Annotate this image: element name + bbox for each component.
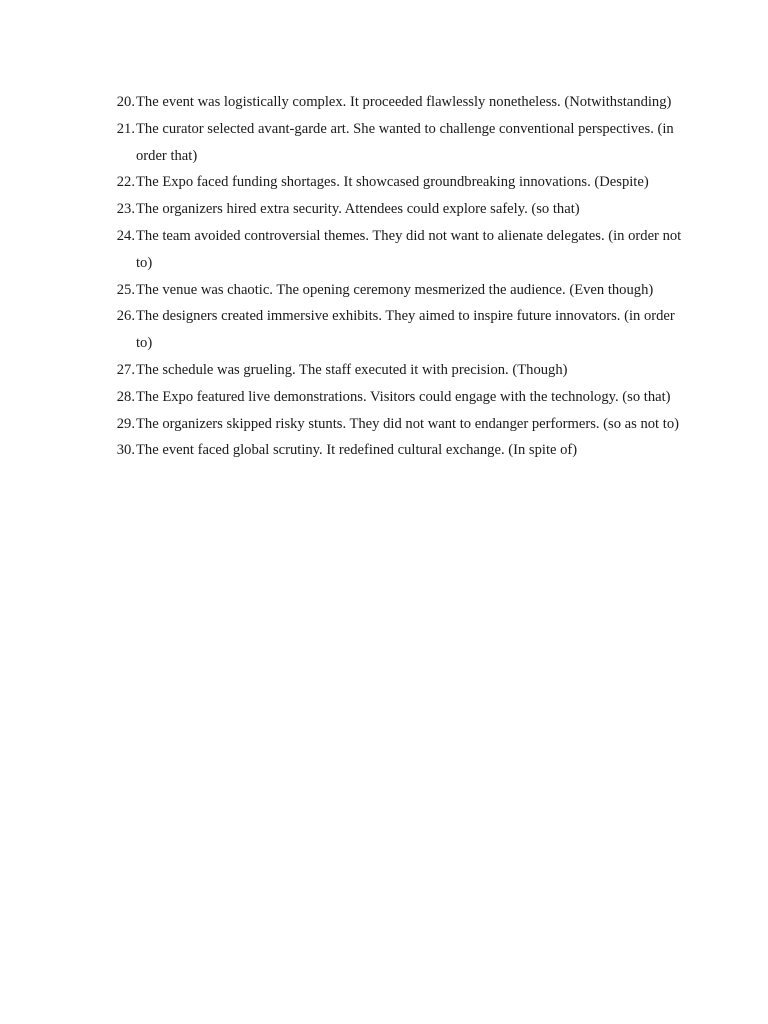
item-sentence: The team avoided controversial themes. They did not want to alienate delegates. <box>136 227 605 244</box>
item-connector: (in order not to) <box>136 227 682 271</box>
list-item <box>107 196 687 223</box>
item-number: 20. <box>116 94 135 110</box>
item-sentence: The event was logistically complex. It proceeded flawlessly nonetheless. <box>136 94 561 110</box>
item-text <box>135 116 687 170</box>
list-item <box>107 411 687 438</box>
item-text <box>135 89 687 116</box>
list-item <box>107 223 687 277</box>
item-sentence: The event faced global scrutiny. It redefined cultural exchange. <box>136 442 505 459</box>
item-connector: (so that) <box>622 388 671 405</box>
item-sentence: The curator selected avant-garde art. She wanted to challenge conventional perspectives. <box>136 120 654 137</box>
item-number: 25. <box>116 281 135 298</box>
item-text <box>135 196 687 223</box>
exercise-list <box>107 89 687 464</box>
item-connector: (Notwithstanding) <box>564 94 672 110</box>
list-item <box>107 89 687 116</box>
item-connector: (in order that) <box>136 120 674 164</box>
list-item <box>107 384 687 411</box>
item-number: 26. <box>116 308 135 325</box>
item-sentence: The designers created immersive exhibits. They aimed to inspire future innovators. <box>136 308 621 325</box>
item-text <box>135 223 687 277</box>
item-text <box>135 303 687 357</box>
item-number: 22. <box>116 174 135 191</box>
item-number: 24. <box>116 227 135 244</box>
list-item <box>107 169 687 196</box>
item-number: 30. <box>116 442 135 459</box>
item-connector: (so that) <box>531 201 580 218</box>
list-item <box>107 277 687 304</box>
item-number: 29. <box>116 415 135 432</box>
item-connector: (so as not to) <box>603 415 679 432</box>
item-sentence: The Expo featured live demonstrations. Visitors could engage with the technology. <box>136 388 619 405</box>
item-connector: (in order to) <box>136 308 675 352</box>
item-number: 27. <box>116 361 135 378</box>
item-connector: (In spite of) <box>508 442 578 459</box>
item-sentence: The organizers skipped risky stunts. They did not want to endanger performers. <box>136 415 600 432</box>
item-number: 23. <box>116 201 135 218</box>
item-number: 28. <box>116 388 135 405</box>
item-connector: (Though) <box>512 361 568 378</box>
item-sentence: The schedule was grueling. The staff executed it with precision. <box>136 361 509 378</box>
item-text <box>135 169 687 196</box>
item-text <box>135 277 687 304</box>
list-item <box>107 437 687 464</box>
item-text <box>135 384 687 411</box>
item-connector: (Even though) <box>569 281 654 298</box>
item-sentence: The venue was chaotic. The opening ceremony mesmerized the audience. <box>136 281 566 298</box>
list-item <box>107 303 687 357</box>
item-sentence: The Expo faced funding shortages. It showcased groundbreaking innovations. <box>136 174 591 191</box>
item-connector: (Despite) <box>594 174 649 191</box>
item-sentence: The organizers hired extra security. Attendees could explore safely. <box>136 201 528 218</box>
item-text <box>135 411 687 438</box>
item-text <box>135 437 687 464</box>
item-text <box>135 357 687 384</box>
list-item <box>107 116 687 170</box>
list-item <box>107 357 687 384</box>
item-number: 21. <box>116 120 135 137</box>
